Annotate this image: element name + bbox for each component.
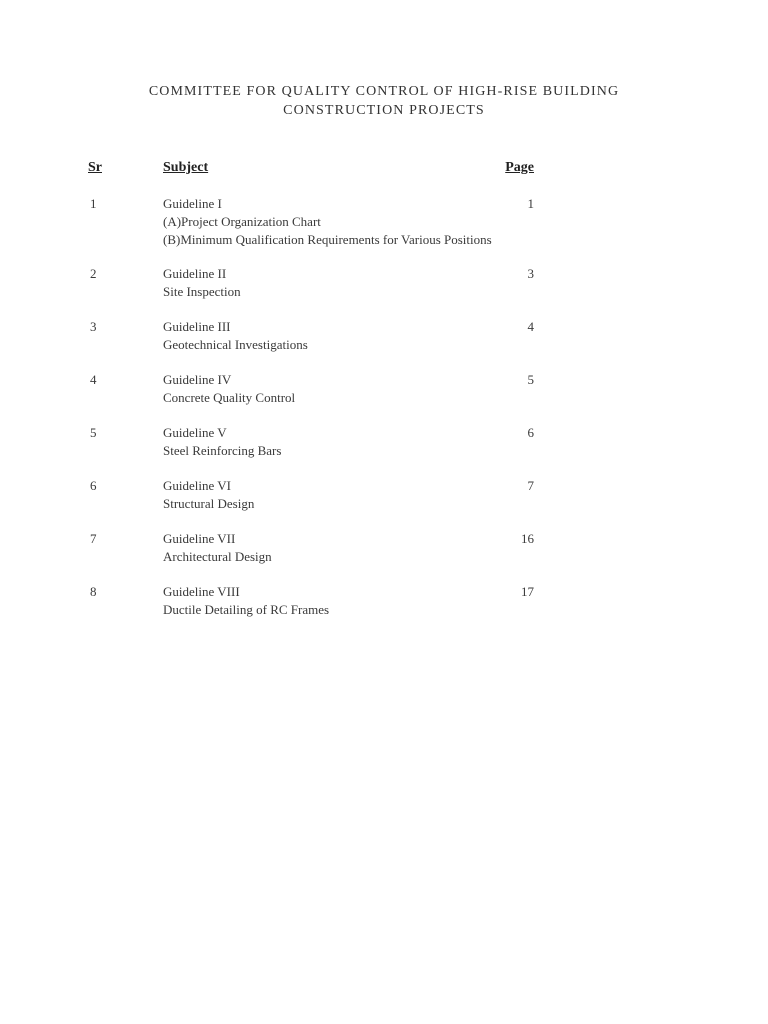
row-subject <box>163 424 281 460</box>
row-page-number: 4 <box>527 319 534 334</box>
column-header-page: Page <box>505 160 534 175</box>
row-page-number: 17 <box>521 584 534 599</box>
row-guideline-title: Guideline II <box>163 266 227 281</box>
row-page-number: 1 <box>527 196 534 211</box>
column-header-subject: Subject <box>163 160 209 175</box>
row-guideline-title: Guideline III <box>163 319 231 334</box>
row-sr-number: 6 <box>90 478 97 493</box>
row-subject-line: (B)Minimum Qualification Requirements for Various Positions <box>163 232 492 247</box>
row-subject <box>163 371 295 407</box>
row-subject <box>163 477 254 513</box>
row-page-number: 7 <box>527 478 534 493</box>
column-header-sr: Sr <box>88 160 102 175</box>
row-subject <box>163 195 492 249</box>
row-page-number: 3 <box>527 266 534 281</box>
row-sr-number: 2 <box>90 266 97 281</box>
row-subject <box>163 583 329 619</box>
document-title <box>0 82 768 120</box>
row-page-number: 6 <box>527 425 534 440</box>
row-subject-line: Architectural Design <box>163 549 272 564</box>
row-page-number: 16 <box>521 531 534 546</box>
row-guideline-title: Guideline I <box>163 196 222 211</box>
row-subject-line: Site Inspection <box>163 284 241 299</box>
row-subject <box>163 265 241 301</box>
title-line-1: COMMITTEE FOR QUALITY CONTROL OF HIGH-RISE BUILDING <box>148 84 620 99</box>
row-subject <box>163 530 272 566</box>
row-sr-number: 5 <box>90 425 97 440</box>
row-subject-line: Ductile Detailing of RC Frames <box>163 602 330 617</box>
row-sr-number: 8 <box>90 584 97 599</box>
row-page-number: 5 <box>527 372 534 387</box>
row-subject-line: Concrete Quality Control <box>163 390 296 405</box>
row-sr-number: 3 <box>90 319 97 334</box>
row-subject-line: Steel Reinforcing Bars <box>163 443 282 458</box>
row-guideline-title: Guideline VII <box>163 531 236 546</box>
title-line-2: CONSTRUCTION PROJECTS <box>283 103 485 118</box>
row-subject-line: (A)Project Organization Chart <box>163 214 321 229</box>
row-subject-line: Structural Design <box>163 496 255 511</box>
row-subject <box>163 318 308 354</box>
row-guideline-title: Guideline VI <box>163 478 231 493</box>
row-sr-number: 1 <box>90 196 97 211</box>
row-guideline-title: Guideline VIII <box>163 584 240 599</box>
row-subject-line: Geotechnical Investigations <box>163 337 308 352</box>
row-sr-number: 4 <box>90 372 97 387</box>
row-guideline-title: Guideline V <box>163 425 227 440</box>
row-guideline-title: Guideline IV <box>163 372 232 387</box>
row-sr-number: 7 <box>90 531 97 546</box>
